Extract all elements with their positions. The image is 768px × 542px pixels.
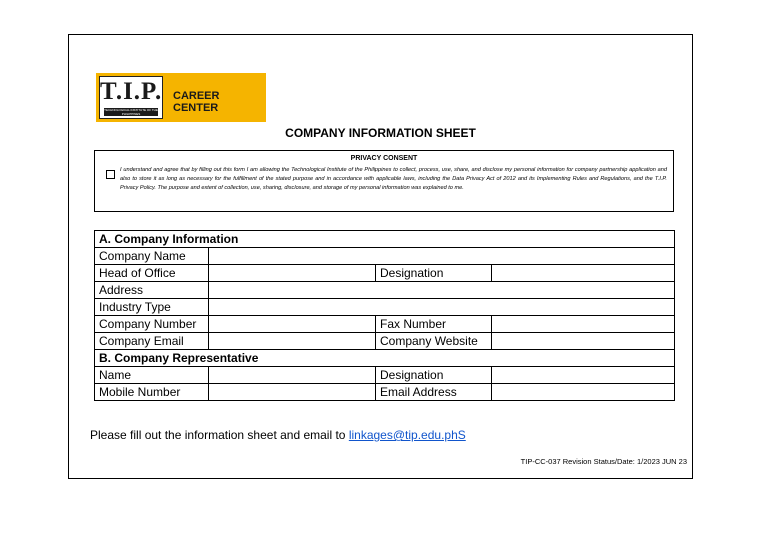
- section-a-heading: A. Company Information: [95, 231, 675, 248]
- fax-number-label: Fax Number: [376, 316, 492, 333]
- company-number-label: Company Number: [95, 316, 209, 333]
- head-of-office-field[interactable]: [209, 265, 376, 282]
- address-field[interactable]: [209, 282, 675, 299]
- mobile-number-field[interactable]: [209, 384, 376, 401]
- section-b-heading: B. Company Representative: [95, 350, 675, 367]
- mobile-number-label: Mobile Number: [95, 384, 209, 401]
- company-number-field[interactable]: [209, 316, 376, 333]
- rep-designation-label: Designation: [376, 367, 492, 384]
- privacy-consent-checkbox[interactable]: [106, 170, 115, 179]
- company-info-table: [94, 230, 675, 401]
- tip-career-center-logo: [96, 73, 266, 122]
- name-label: Name: [95, 367, 209, 384]
- table-row: [95, 384, 675, 401]
- company-email-label: Company Email: [95, 333, 209, 350]
- page-title: COMPANY INFORMATION SHEET: [285, 126, 476, 140]
- address-label: Address: [95, 282, 209, 299]
- fax-number-field[interactable]: [492, 316, 675, 333]
- logo-letters: T.I.P.: [100, 78, 163, 105]
- table-row: [95, 248, 675, 265]
- email-address-label: Email Address: [376, 384, 492, 401]
- email-link[interactable]: linkages@tip.edu.phS: [348, 428, 466, 442]
- privacy-consent-box: [94, 150, 674, 212]
- designation-label: Designation: [376, 265, 492, 282]
- table-row: [95, 333, 675, 350]
- logo-tagline: TECHNOLOGICAL INSTITUTE OF THE PHILIPPINES: [104, 108, 158, 116]
- logo-career-center-text: CAREER CENTER: [173, 90, 220, 114]
- footer-instruction-text: Please fill out the information sheet and email to: [90, 428, 349, 442]
- company-website-label: Company Website: [376, 333, 492, 350]
- company-email-field[interactable]: [209, 333, 376, 350]
- company-name-field[interactable]: [209, 248, 675, 265]
- privacy-consent-text: I understand and agree that by filling out this form I am allowing the Technological Institute of the Philippines to collect, process, use, share, and disclose my personal information for company partnership application and also to store it as long as necessary for the fulfillment of the stated purpose and in accordance with applicable laws, including the Data Privacy Act of 2012 and its Implementing Rules and Regulations, and the T.I.P. Privacy Policy. The purpose and extent of collection, use, sharing, disclosure, and storage of my personal information was explained to me.: [120, 167, 667, 191]
- designation-field[interactable]: [492, 265, 675, 282]
- footer-instruction: [90, 428, 466, 442]
- rep-designation-field[interactable]: [492, 367, 675, 384]
- head-of-office-label: Head of Office: [95, 265, 209, 282]
- table-row: [95, 231, 675, 248]
- company-website-field[interactable]: [492, 333, 675, 350]
- tip-logo-mark: [99, 76, 163, 119]
- industry-type-field[interactable]: [209, 299, 675, 316]
- revision-status: TIP-CC-037 Revision Status/Date: 1/2023 JUN 23: [520, 457, 687, 466]
- industry-type-label: Industry Type: [95, 299, 209, 316]
- company-name-label: Company Name: [95, 248, 209, 265]
- email-address-field[interactable]: [492, 384, 675, 401]
- table-row: [95, 265, 675, 282]
- name-field[interactable]: [209, 367, 376, 384]
- table-row: [95, 299, 675, 316]
- privacy-consent-heading: PRIVACY CONSENT: [350, 155, 418, 162]
- table-row: [95, 350, 675, 367]
- table-row: [95, 282, 675, 299]
- form-page: [68, 34, 693, 479]
- table-row: [95, 367, 675, 384]
- table-row: [95, 316, 675, 333]
